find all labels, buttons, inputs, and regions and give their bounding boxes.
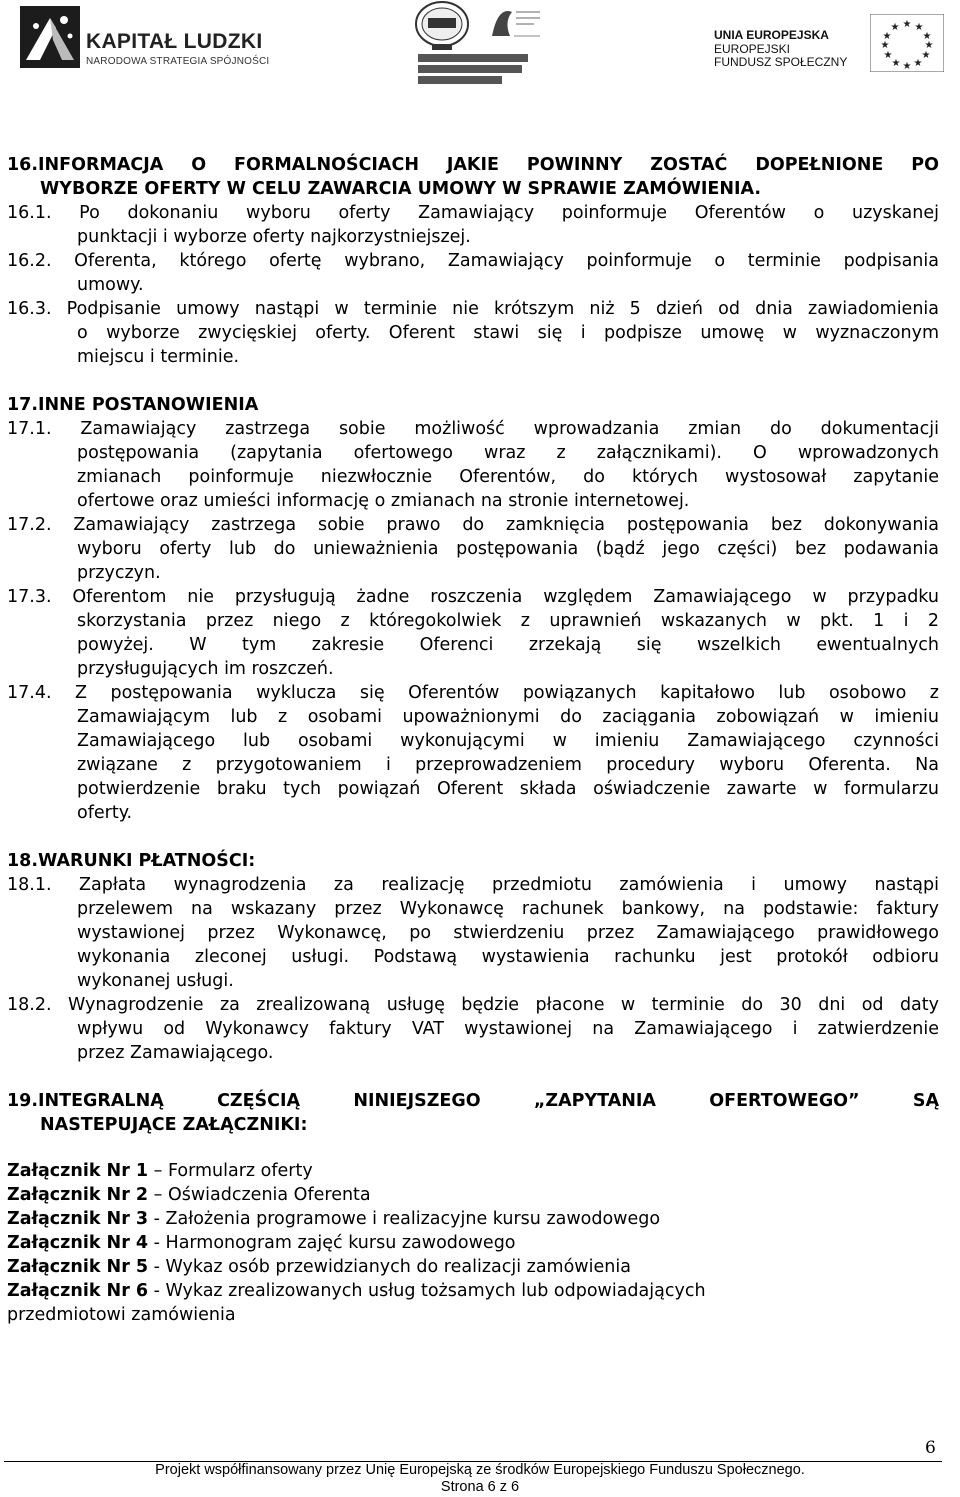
clause-17-3-line-2: skorzystania przez niego z któregokolwiek z uprawnień wskazanych w pkt. 1 i 2: [77, 611, 939, 631]
section-19-heading-line-2: NASTEPUJĄCE ZAŁĄCZNIKI:: [40, 1115, 308, 1135]
attachment-text: - Założenia programowe i realizacyjne kursu zawodowego: [148, 1209, 661, 1229]
attachment-label: Załącznik Nr 4: [7, 1233, 149, 1253]
attachment-label: Załącznik Nr 5: [7, 1257, 149, 1277]
svg-text:★: ★: [882, 31, 892, 42]
svg-text:★: ★: [921, 50, 931, 61]
clause-17-2-line-2: wyboru oferty lub do unieważnienia postępowania (bądź jego części) bez podawania: [77, 539, 939, 559]
eu-fund-label-1: EUROPEJSKI: [714, 42, 791, 56]
kapital-ludzki-logo: [20, 6, 270, 72]
attachment-label: Załącznik Nr 3: [7, 1209, 149, 1229]
clause-18-1-line-4: wykonania zleconej usługi. Podstawą wystawienia rachunku jest protokół odbioru: [77, 947, 939, 967]
section-16-heading-line-2: WYBORZE OFERTY W CELU ZAWARCIA UMOWY W SPRAWIE ZAMÓWIENIA.: [40, 179, 762, 199]
clause-17-4-line-1: 17.4. Z postępowania wyklucza się Oferentów powiązanych kapitałowo lub osobowo z: [7, 683, 939, 703]
attachment-label: Załącznik Nr 1: [7, 1161, 149, 1181]
attachment-item: [7, 1160, 313, 1182]
svg-text:★: ★: [913, 58, 923, 69]
svg-text:★: ★: [922, 31, 932, 42]
mistia-emblem-icon: [412, 0, 472, 52]
attachment-label: Załącznik Nr 6: [7, 1281, 149, 1301]
eu-union-label: UNIA EUROPEJSKA: [714, 28, 829, 42]
clause-17-4-line-3: Zamawiającego lub osobami wykonującymi w imieniu Zamawiającego czynności: [77, 731, 939, 751]
clause-16-3-line-1: 16.3. Podpisanie umowy nastąpi w terminie nie krótszym niż 5 dzień od dnia zawiadomienia: [7, 299, 939, 319]
clause-18-1-line-5: wykonanej usługi.: [77, 971, 234, 991]
attachment-item: [7, 1232, 516, 1254]
clause-16-3-line-3: miejscu i terminie.: [77, 347, 240, 367]
svg-text:★: ★: [902, 19, 912, 30]
attachment-item: [7, 1184, 371, 1206]
footer-page-indicator: Strona 6 z 6: [440, 1479, 520, 1495]
kapital-ludzki-emblem-icon: [20, 6, 80, 68]
svg-text:★: ★: [891, 58, 901, 69]
attachment-item: [7, 1208, 660, 1230]
clause-16-1-line-1: 16.1. Po dokonaniu wyboru oferty Zamawiający poinformuje Oferentów o uzyskanej: [7, 203, 939, 223]
clause-17-2-line-1: 17.2. Zamawiający zastrzega sobie prawo do zamknięcia postępowania bez dokonywania: [7, 515, 939, 535]
attachment-item: [7, 1256, 631, 1278]
svg-text:★: ★: [902, 61, 912, 72]
clause-16-2-line-1: 16.2. Oferenta, którego ofertę wybrano, Zamawiający poinformuje o terminie podpisania: [7, 251, 939, 271]
attachment-text: - Wykaz zrealizowanych usług tożsamych lub odpowiadających: [148, 1281, 706, 1301]
clause-16-1-line-2: punktacji i wyborze oferty najkorzystniejszej.: [77, 227, 471, 247]
clause-18-2-line-2: wpływu od Wykonawcy faktury VAT wystawionej na Zamawiającego i zatwierdzenie: [77, 1019, 939, 1039]
section-16-heading-line-1: 16.INFORMACJA O FORMALNOŚCIACH JAKIE POWINNY ZOSTAĆ DOPEŁNIONE PO: [7, 155, 939, 175]
clause-17-4-line-6: oferty.: [77, 803, 133, 823]
clause-17-4-line-5: potwierdzenie braku tych powiązań Oferent składa oświadczenie zawarte w formularzu: [77, 779, 939, 799]
eu-logo: [706, 8, 946, 78]
clause-17-3-line-3: powyżej. W tym zakresie Oferenci zrzekają się wszelkich ewentualnych: [77, 635, 939, 655]
attachment-text: – Formularz oferty: [148, 1161, 313, 1181]
eu-flag-icon: [870, 14, 944, 72]
clause-17-3-line-4: przysługujących im roszczeń.: [77, 659, 334, 679]
attachment-item: [7, 1280, 706, 1302]
footer-funding-note: Projekt współfinansowany przez Unię Europejską ze środków Europejskiego Funduszu Społecznego.: [155, 1462, 805, 1478]
clause-17-2-line-3: przyczyn.: [77, 563, 161, 583]
attachment-text: - Wykaz osób przewidzianych do realizacji zamówienia: [148, 1257, 631, 1277]
svg-text:★: ★: [924, 40, 934, 51]
frdl-institute-name: [412, 52, 547, 91]
clause-17-4-line-2: Zamawiającym lub z osobami upoważnionymi do zaciągania zobowiązań w imieniu: [77, 707, 939, 727]
clause-18-2-line-1: 18.2. Wynagrodzenie za zrealizowaną usługę będzie płacone w terminie do 30 dni od daty: [7, 995, 939, 1015]
kapital-ludzki-title: KAPITAŁ LUDZKI: [86, 30, 263, 53]
clause-18-1-line-1: 18.1. Zapłata wynagrodzenia za realizację przedmiotu zamówienia i umowy nastąpi: [7, 875, 939, 895]
clause-17-3-line-1: 17.3. Oferentom nie przysługują żadne roszczenia względem Zamawiającego w przypadku: [7, 587, 939, 607]
clause-16-3-line-2: o wyborze zwycięskiej oferty. Oferent stawi się i podpisze umowę w wyznaczonym: [77, 323, 939, 343]
kapital-ludzki-subtitle: NARODOWA STRATEGIA SPÓJNOŚCI: [86, 56, 270, 67]
svg-text:★: ★: [914, 22, 924, 33]
page-header: [0, 0, 960, 100]
clause-17-1-line-2: postępowania (zapytania ofertowego wraz z załącznikami). O wprowadzonych: [77, 443, 939, 463]
section-17-heading: 17.INNE POSTANOWIENIA: [7, 395, 259, 415]
clause-18-1-line-3: wystawionej przez Wykonawcę, po stwierdzeniu przez Zamawiającego prawidłowego: [77, 923, 939, 943]
svg-text:★: ★: [880, 40, 890, 51]
clause-17-4-line-4: związane z przygotowaniem i przeprowadzeniem procedury wyboru Oferenta. Na: [77, 755, 939, 775]
svg-text:★: ★: [890, 22, 900, 33]
clause-17-1-line-1: 17.1. Zamawiający zastrzega sobie możliwość wprowadzania zmian do dokumentacji: [7, 419, 939, 439]
page-number: 6: [925, 1438, 936, 1458]
attachment-label: Załącznik Nr 2: [7, 1185, 149, 1205]
section-19-heading-line-1: 19.INTEGRALNĄ CZĘŚCIĄ NINIEJSZEGO „ZAPYTANIA OFERTOWEGO” SĄ: [7, 1091, 939, 1111]
frdl-emblem-icon: [484, 2, 544, 42]
attachment-text: - Harmonogram zajęć kursu zawodowego: [148, 1233, 516, 1253]
section-18-heading: 18.WARUNKI PŁATNOŚCI:: [7, 851, 256, 871]
svg-text:★: ★: [883, 50, 893, 61]
clause-18-2-line-3: przez Zamawiającego.: [77, 1043, 274, 1063]
clause-17-1-line-4: ofertowe oraz umieści informację o zmianach na stronie internetowej.: [77, 491, 690, 511]
eu-fund-label-2: FUNDUSZ SPOŁECZNY: [714, 55, 848, 69]
clause-16-2-line-2: umowy.: [77, 275, 144, 295]
attachment-text: – Oświadczenia Oferenta: [148, 1185, 371, 1205]
attachment-continuation: przedmiotowi zamówienia: [7, 1305, 236, 1325]
clause-17-1-line-3: zmianach poinformuje niezwłocznie Oferentów, do których wystosował zapytanie: [77, 467, 939, 487]
clause-18-1-line-2: przelewem na wskazany przez Wykonawcę rachunek bankowy, na podstawie: faktury: [77, 899, 939, 919]
mistia-frdl-logo: [412, 0, 547, 92]
